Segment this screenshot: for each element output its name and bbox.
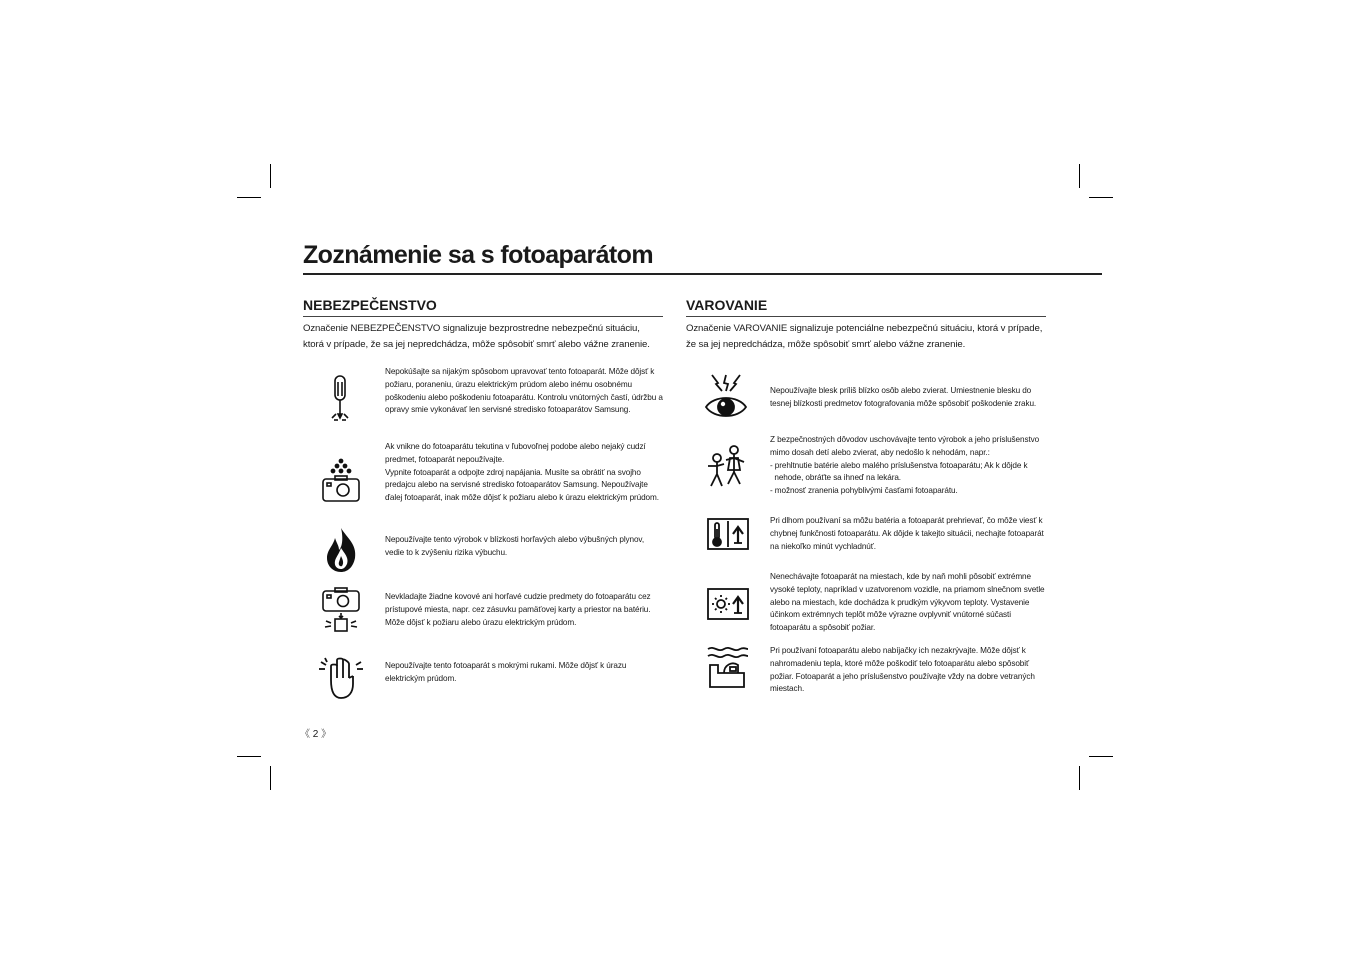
children-icon — [702, 444, 750, 492]
danger-item-text: Nepoužívajte tento výrobok v blízkosti horľavých alebo výbušných plynov, vedie to k zvýšeniu rizika výbuchu. — [385, 535, 647, 557]
danger-item-text: Nevkladajte žiadne kovové ani horľavé cudzie predmety do fotoaparátu cez prístupové miesta, napr. cez zásuvku pamäťovej karty a priestor na batériu. Môže dôjsť k požiaru alebo úrazu elektrickým prúdom. — [385, 592, 653, 627]
danger-item-text: Nepokúšajte sa nijakým spôsobom upravovať tento fotoaparát. Môže dôjsť k požiaru, poraneniu, úrazu elektrickým prúdom alebo inému osobnému poškodeniu alebo poškodeniu fotoaparátu. Kontrolu vnútorných častí, údržbu a opravy smie vykonávať len servisné stredisko fotoaparátov Samsung. — [385, 367, 665, 415]
warning-intro: Označenie VAROVANIE signalizuje potenciálne nebezpečnú situáciu, ktorá v prípade, že sa jej nepredchádza, môže spôsobiť smrť alebo vážne zranenie. — [686, 323, 1043, 350]
danger-items — [303, 0, 663, 954]
crop-mark — [270, 164, 271, 188]
danger-heading: NEBEZPEČENSTVO — [303, 296, 663, 317]
liquid-drops-camera-icon — [317, 457, 365, 505]
thermometer-heat-icon — [704, 515, 752, 563]
crop-mark — [237, 197, 261, 198]
wet-hand-icon — [317, 654, 365, 702]
warning-items — [686, 0, 1046, 954]
covered-charger-icon — [704, 643, 752, 691]
crop-mark — [1089, 756, 1113, 757]
warning-item-text: Z bezpečnostných dôvodov uschovávajte tento výrobok a jeho príslušenstvo mimo dosah detí alebo zvierat, aby nedošlo k nehodám, napr.: - prehltnutie batérie alebo malého príslušenstva fotoaparátu; Ak k dôjde k nehode, obráťte sa ihneď na lekára. - možnosť zranenia pohyblivými časťami fotoaparátu. — [770, 435, 1040, 496]
warning-item-text: Pri dlhom používaní sa môžu batéria a fotoaparát prehrievať, čo môže viesť k chybnej funkčnosti fotoaparátu. Ak dôjde k takejto situácii, nechajte fotoaparát na niekoľko minút vychladnúť. — [770, 516, 1046, 551]
crop-mark — [237, 756, 261, 757]
sun-heat-icon — [704, 585, 752, 633]
screwdriver-icon — [317, 374, 365, 422]
page-number: 《 2 》 — [300, 729, 332, 740]
danger-intro: Označenie NEBEZPEČENSTVO signalizuje bezprostredne nebezpečnú situáciu, ktorá v prípade, že sa jej nepredchádza, môže spôsobiť smrť alebo vážne zranenie. — [303, 323, 650, 350]
crop-mark — [1079, 766, 1080, 790]
warning-heading: VAROVANIE — [686, 296, 1046, 317]
warning-item-text: Nepoužívajte blesk príliš blízko osôb alebo zvierat. Umiestnenie blesku do tesnej blízkosti predmetov fotografovania môže spôsobiť poškodenie zraku. — [770, 386, 1037, 408]
flash-eye-icon — [702, 373, 750, 421]
warning-item-text: Nenechávajte fotoaparát na miestach, kde by naň mohli pôsobiť extrémne vysoké teploty, napríklad v uzatvorenom vozidle, na priamom slnečnom svetle alebo na miestach, kde dochádza k prudkým výkyvom teploty. Vystavenie účinkom extrémnych teplôt môže výrazne ovplyvniť vnútorné súčasti fotoaparátu a spôsobiť požiar. — [770, 572, 1047, 633]
crop-mark — [1089, 197, 1113, 198]
camera-metal-object-icon — [317, 587, 365, 635]
danger-item-text: Nepoužívajte tento fotoaparát s mokrými rukami. Môže dôjsť k úrazu elektrickým prúdom. — [385, 661, 629, 683]
crop-mark — [1079, 164, 1080, 188]
warning-item-text: Pri používaní fotoaparátu alebo nabíjačky ich nezakrývajte. Môže dôjsť k nahromadeniu tepla, ktoré môže poškodiť telo fotoaparátu alebo spôsobiť požiar. Fotoaparát a jeho príslušenstvo používajte vždy na dobre vetraných miestach. — [770, 646, 1037, 694]
flame-icon — [317, 526, 365, 574]
crop-mark — [270, 766, 271, 790]
page-title: Zoznámenie sa s fotoaparátom — [303, 240, 1102, 275]
danger-item-text: Ak vnikne do fotoaparátu tekutina v ľubovoľnej podobe alebo nejaký cudzí predmet, fotoaparát nepoužívajte. Vypnite fotoaparát a odpojte zdroj napájania. Musíte sa obrátiť na svojho predajcu alebo na servisné stredisko fotoaparátov Samsung. Nepoužívajte ďalej fotoaparát, inak môže dôjsť k požiaru alebo k úrazu elektrickým prúdom. — [385, 442, 659, 503]
